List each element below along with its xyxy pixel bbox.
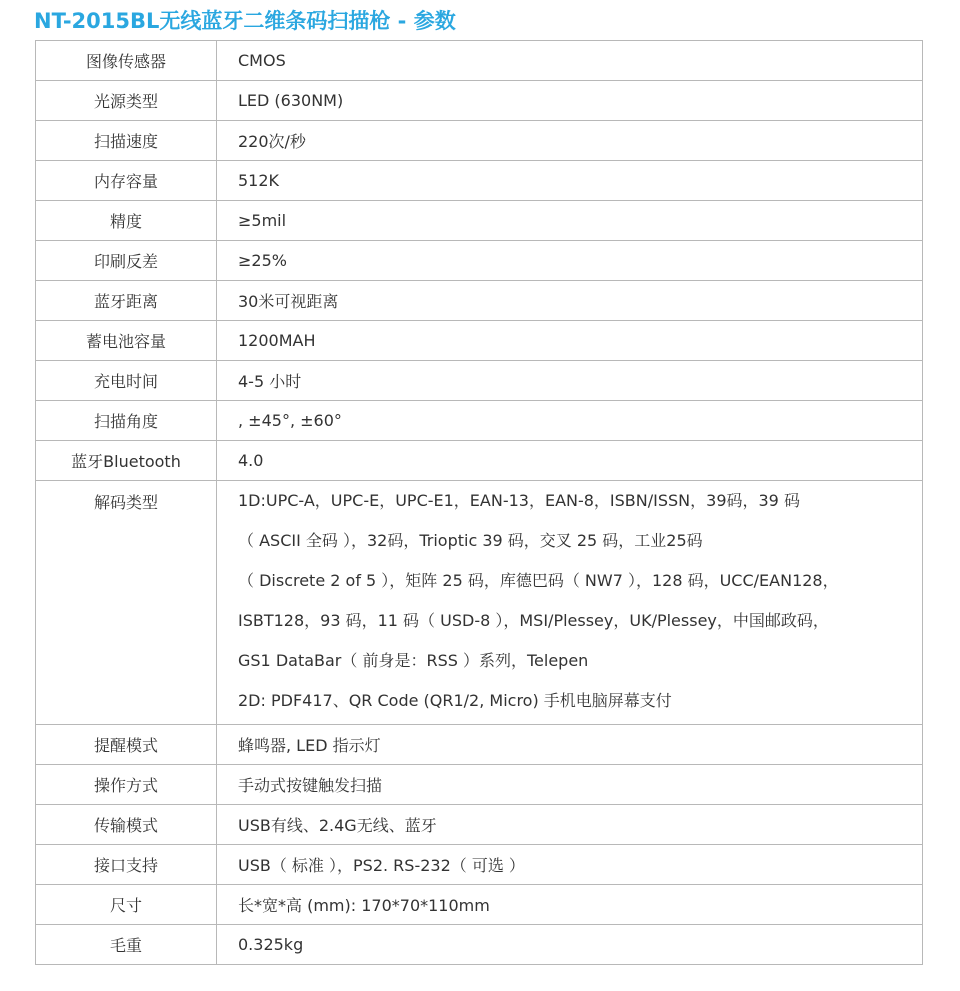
row-value: LED (630NM) [217, 81, 923, 121]
row-value: 手动式按键触发扫描 [217, 765, 923, 805]
row-label: 印刷反差 [36, 241, 217, 281]
row-value: 蜂鸣器, LED 指示灯 [217, 725, 923, 765]
row-value: ≥5mil [217, 201, 923, 241]
table-row [36, 845, 923, 885]
row-label: 毛重 [36, 925, 217, 965]
row-value: USB有线、2.4G无线、蓝牙 [217, 805, 923, 845]
table-row-decode-types [36, 481, 923, 725]
table-row [36, 805, 923, 845]
row-value: CMOS [217, 41, 923, 81]
row-value: 512K [217, 161, 923, 201]
table-row [36, 321, 923, 361]
decode-line: 2D: PDF417、QR Code (QR1/2, Micro) 手机电脑屏幕支付 [238, 691, 672, 710]
row-label: 扫描速度 [36, 121, 217, 161]
decode-line: （ Discrete 2 of 5 ），矩阵 25 码，库德巴码（ NW7 ），128 码，UCC/EAN128， [238, 571, 839, 590]
row-value: 4-5 小时 [217, 361, 923, 401]
row-label: 光源类型 [36, 81, 217, 121]
table-row [36, 281, 923, 321]
row-value-decode-list [217, 481, 923, 725]
table-row [36, 401, 923, 441]
table-row [36, 41, 923, 81]
page-title: NT-2015BL无线蓝牙二维条码扫描枪 - 参数 [34, 9, 456, 33]
row-label: 蓝牙距离 [36, 281, 217, 321]
table-row [36, 765, 923, 805]
row-label: 解码类型 [36, 481, 217, 725]
row-value: 长*宽*高 (mm): 170*70*110mm [217, 885, 923, 925]
row-value: ≥25% [217, 241, 923, 281]
row-label: 精度 [36, 201, 217, 241]
row-label: 传输模式 [36, 805, 217, 845]
row-value: USB（ 标准 ），PS2. RS-232（ 可选 ） [217, 845, 923, 885]
table-row [36, 201, 923, 241]
row-value: 30米可视距离 [217, 281, 923, 321]
table-row [36, 241, 923, 281]
table-row [36, 725, 923, 765]
row-label: 操作方式 [36, 765, 217, 805]
row-label: 尺寸 [36, 885, 217, 925]
row-value: 220次/秒 [217, 121, 923, 161]
table-row [36, 161, 923, 201]
decode-line: ISBT128，93 码，11 码（ USD-8 ），MSI/Plessey，UK/Plessey，中国邮政码， [238, 611, 829, 630]
table-row [36, 885, 923, 925]
row-label: 接口支持 [36, 845, 217, 885]
table-row [36, 361, 923, 401]
row-label: 提醒模式 [36, 725, 217, 765]
table-row [36, 441, 923, 481]
table-row [36, 121, 923, 161]
decode-line: 1D:UPC-A，UPC-E，UPC-E1，EAN-13，EAN-8，ISBN/ISSN，39码，39 码 [238, 491, 800, 510]
row-label: 蓝牙Bluetooth [36, 441, 217, 481]
row-label: 内存容量 [36, 161, 217, 201]
row-label: 充电时间 [36, 361, 217, 401]
row-value: 4.0 [217, 441, 923, 481]
row-label: 图像传感器 [36, 41, 217, 81]
decode-line: GS1 DataBar（ 前身是：RSS ）系列，Telepen [238, 651, 589, 670]
spec-table [35, 40, 923, 965]
table-row [36, 81, 923, 121]
decode-line: （ ASCII 全码 ），32码，Trioptic 39 码，交叉 25 码，工业25码 [238, 531, 703, 550]
row-label: 扫描角度 [36, 401, 217, 441]
table-row [36, 925, 923, 965]
row-value: 0.325kg [217, 925, 923, 965]
row-value: , ±45°, ±60° [217, 401, 923, 441]
row-value: 1200MAH [217, 321, 923, 361]
row-label: 蓄电池容量 [36, 321, 217, 361]
